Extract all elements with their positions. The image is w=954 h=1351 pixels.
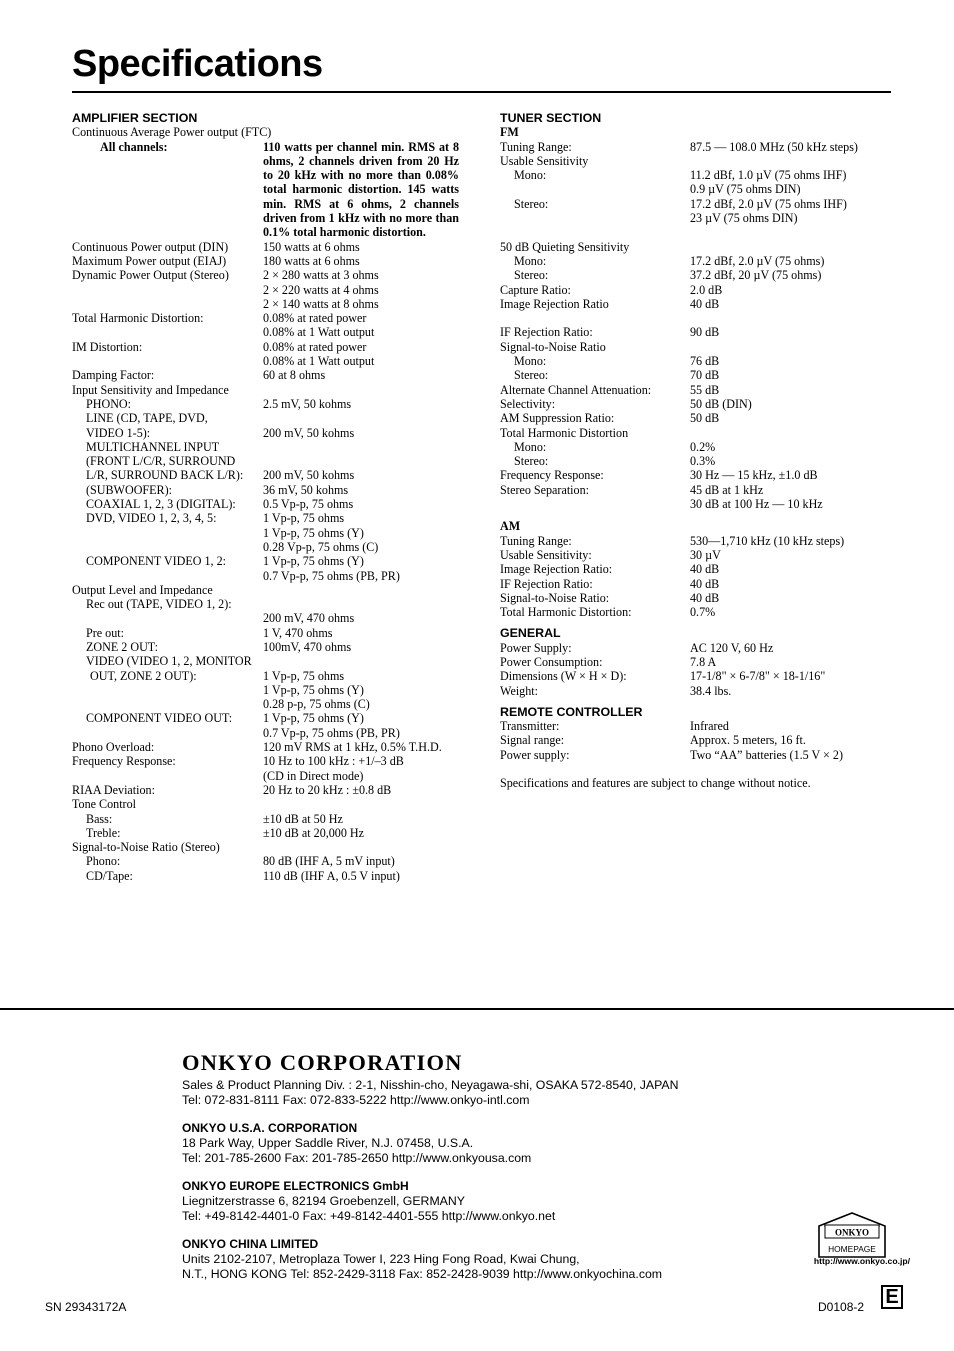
spec-row bbox=[500, 440, 900, 454]
spec-label bbox=[72, 540, 263, 554]
change-notice: Specifications and features are subject to change without notice. bbox=[500, 776, 811, 791]
spec-label bbox=[72, 611, 263, 625]
spec-value: 0.9 µV (75 ohms DIN) bbox=[690, 182, 801, 197]
spec-label: Stereo: bbox=[514, 268, 549, 283]
spec-label: Transmitter: bbox=[500, 719, 560, 734]
spec-value: 2 × 280 watts at 3 ohms bbox=[263, 268, 379, 283]
spec-label bbox=[72, 697, 263, 711]
am-heading: AM bbox=[500, 519, 521, 534]
fm-heading: FM bbox=[500, 125, 519, 140]
general-spec-list bbox=[500, 641, 900, 698]
spec-row bbox=[500, 733, 900, 747]
spec-row bbox=[500, 383, 900, 397]
spec-label bbox=[72, 726, 263, 740]
spec-value: 90 dB bbox=[690, 325, 720, 340]
spec-value: 23 µV (75 ohms DIN) bbox=[690, 211, 798, 226]
spec-row bbox=[72, 297, 472, 311]
spec-label: Tone Control bbox=[72, 797, 136, 812]
spec-row bbox=[500, 605, 900, 619]
spec-value: 40 dB bbox=[690, 590, 720, 605]
spec-label: Signal-to-Noise Ratio (Stereo) bbox=[72, 840, 220, 855]
spec-row bbox=[72, 669, 472, 683]
spec-value: 7.8 A bbox=[690, 654, 717, 669]
spec-value: 200 mV, 50 kohms bbox=[263, 468, 355, 483]
spec-label: (FRONT L/C/R, SURROUND bbox=[86, 454, 236, 469]
spec-row bbox=[500, 534, 900, 548]
spec-row bbox=[500, 254, 900, 268]
ftc-label: Continuous Average Power output (FTC) bbox=[72, 125, 272, 140]
spec-row bbox=[72, 240, 472, 254]
spec-label: Bass: bbox=[86, 811, 113, 826]
spec-label: DVD, VIDEO 1, 2, 3, 4, 5: bbox=[86, 511, 217, 526]
spec-label: L/R, SURROUND BACK L/R): bbox=[86, 468, 244, 483]
spec-label: Stereo: bbox=[514, 454, 549, 469]
spec-value: (CD in Direct mode) bbox=[263, 768, 364, 783]
spec-value: 0.2% bbox=[690, 439, 716, 454]
spec-label: Weight: bbox=[500, 683, 538, 698]
spec-row bbox=[500, 562, 900, 576]
spec-value: 2.0 dB bbox=[690, 282, 723, 297]
spec-value: 38.4 lbs. bbox=[690, 683, 732, 698]
spec-row bbox=[72, 840, 472, 854]
spec-label bbox=[500, 225, 690, 239]
spec-label bbox=[72, 569, 263, 583]
spec-label: VIDEO (VIDEO 1, 2, MONITOR bbox=[86, 654, 252, 669]
spec-label: Frequency Response: bbox=[500, 468, 604, 483]
spec-label: Output Level and Impedance bbox=[72, 582, 213, 597]
tuner-heading: TUNER SECTION bbox=[500, 111, 602, 125]
spec-value: 1 Vp-p, 75 ohms (Y) bbox=[263, 554, 364, 569]
spec-label: Power Consumption: bbox=[500, 654, 603, 669]
office-china-name: ONKYO CHINA LIMITED bbox=[182, 1237, 319, 1251]
spec-row bbox=[72, 683, 472, 697]
spec-label: Mono: bbox=[514, 354, 547, 369]
spec-label: Stereo: bbox=[514, 196, 549, 211]
spec-row bbox=[72, 497, 472, 511]
general-heading: GENERAL bbox=[500, 626, 561, 641]
homepage-brand: ONKYO bbox=[834, 1227, 870, 1238]
spec-row bbox=[500, 197, 900, 211]
spec-row bbox=[72, 797, 472, 811]
spec-value: Approx. 5 meters, 16 ft. bbox=[690, 733, 806, 748]
spec-value: 2 × 140 watts at 8 ohms bbox=[263, 296, 379, 311]
spec-value: 1 Vp-p, 75 ohms (Y) bbox=[263, 525, 364, 540]
office-usa-address: 18 Park Way, Upper Saddle River, N.J. 07458, U.S.A. bbox=[182, 1136, 474, 1150]
spec-value: 40 dB bbox=[690, 562, 720, 577]
spec-value: 40 dB bbox=[690, 576, 720, 591]
spec-row bbox=[500, 225, 900, 239]
spec-value: 30 µV bbox=[690, 547, 721, 562]
spec-row bbox=[72, 526, 472, 540]
spec-row bbox=[72, 854, 472, 868]
spec-row bbox=[500, 397, 900, 411]
spec-label: Signal range: bbox=[500, 733, 565, 748]
spec-label: Alternate Channel Attenuation: bbox=[500, 382, 652, 397]
spec-label: IF Rejection Ratio: bbox=[500, 325, 593, 340]
office-china-address: Units 2102-2107, Metroplaza Tower I, 223 Hing Fong Road, Kwai Chung, bbox=[182, 1252, 580, 1266]
spec-label: LINE (CD, TAPE, DVD, bbox=[86, 411, 208, 426]
spec-label: Rec out (TAPE, VIDEO 1, 2): bbox=[86, 597, 232, 612]
spec-value: 0.08% at 1 Watt output bbox=[263, 354, 375, 369]
spec-value: 120 mV RMS at 1 kHz, 0.5% T.H.D. bbox=[263, 740, 442, 755]
spec-value: Infrared bbox=[690, 719, 729, 734]
spec-row bbox=[72, 583, 472, 597]
page-title: Specifications bbox=[72, 43, 323, 85]
spec-row bbox=[72, 411, 472, 425]
spec-row bbox=[500, 684, 900, 698]
spec-row bbox=[72, 340, 472, 354]
ftc-row bbox=[72, 125, 472, 139]
spec-row bbox=[500, 591, 900, 605]
spec-label: Pre out: bbox=[86, 625, 124, 640]
fm-spec-list bbox=[500, 140, 900, 512]
spec-label: Tuning Range: bbox=[500, 533, 572, 548]
all-channels-row bbox=[72, 140, 472, 240]
spec-label bbox=[72, 283, 263, 297]
serial-number: SN 29343172A bbox=[45, 1300, 127, 1314]
spec-label: PHONO: bbox=[86, 396, 132, 411]
spec-row bbox=[72, 726, 472, 740]
spec-label: OUT, ZONE 2 OUT): bbox=[90, 668, 197, 683]
corp-address: Sales & Product Planning Div. : 2-1, Nisshin-cho, Neyagawa-shi, OSAKA 572-8540, JAPAN bbox=[182, 1078, 679, 1092]
spec-row bbox=[72, 383, 472, 397]
spec-value: 36 mV, 50 kohms bbox=[263, 482, 349, 497]
spec-value: 0.08% at rated power bbox=[263, 339, 367, 354]
spec-label: Mono: bbox=[514, 168, 547, 183]
homepage-house-icon bbox=[818, 1211, 886, 1258]
spec-row bbox=[72, 440, 472, 454]
homepage-url[interactable]: http://www.onkyo.co.jp/ bbox=[813, 1256, 910, 1266]
spec-row bbox=[72, 597, 472, 611]
spec-value: 50 dB (DIN) bbox=[690, 396, 752, 411]
spec-label: Mono: bbox=[514, 439, 547, 454]
spec-value: 0.28 Vp-p, 75 ohms (C) bbox=[263, 539, 379, 554]
spec-value: 50 dB bbox=[690, 411, 720, 426]
spec-label: Image Rejection Ratio bbox=[500, 296, 609, 311]
spec-row bbox=[72, 569, 472, 583]
spec-row bbox=[72, 511, 472, 525]
spec-row bbox=[500, 454, 900, 468]
spec-label: COAXIAL 1, 2, 3 (DIGITAL): bbox=[86, 497, 236, 512]
spec-value: 1 Vp-p, 75 ohms (Y) bbox=[263, 682, 364, 697]
spec-row bbox=[500, 325, 900, 339]
spec-row bbox=[72, 283, 472, 297]
spec-row bbox=[72, 368, 472, 382]
document-code: D0108-2 bbox=[818, 1300, 865, 1314]
spec-label: Continuous Power output (DIN) bbox=[72, 239, 229, 254]
office-europe-address: Liegnitzerstrasse 6, 82194 Groebenzell, GERMANY bbox=[182, 1194, 465, 1208]
spec-row bbox=[72, 654, 472, 668]
spec-label: Signal-to-Noise Ratio: bbox=[500, 590, 610, 605]
spec-row bbox=[500, 497, 900, 511]
spec-value: 87.5 — 108.0 MHz (50 kHz steps) bbox=[690, 139, 858, 154]
spec-row bbox=[72, 826, 472, 840]
spec-label: (SUBWOOFER): bbox=[86, 482, 173, 497]
spec-value: 55 dB bbox=[690, 382, 720, 397]
spec-label: Dynamic Power Output (Stereo) bbox=[72, 268, 229, 283]
spec-row bbox=[72, 483, 472, 497]
all-channels-label: All channels: bbox=[100, 139, 168, 154]
amplifier-spec-list bbox=[72, 240, 472, 883]
spec-value: 0.08% at rated power bbox=[263, 311, 367, 326]
spec-value: 2.5 mV, 50 kohms bbox=[263, 396, 352, 411]
spec-label bbox=[72, 683, 263, 697]
office-usa-name: ONKYO U.S.A. CORPORATION bbox=[182, 1121, 358, 1135]
spec-label: Power supply: bbox=[500, 747, 570, 762]
spec-value: 180 watts at 6 ohms bbox=[263, 253, 360, 268]
spec-label: Input Sensitivity and Impedance bbox=[72, 382, 229, 397]
spec-row bbox=[72, 268, 472, 282]
spec-label: Damping Factor: bbox=[72, 368, 155, 383]
spec-label: Total Harmonic Distortion: bbox=[500, 605, 632, 620]
all-channels-value: 110 watts per channel min. RMS at 8 ohms, 2 channels driven from 20 Hz to 20 kHz with no more than 0.08% total harmonic distortion. 145 watts min. RMS at 6 ohms, 2 channels driven from 1 kHz with no more than 0.1% total harmonic distortion. bbox=[263, 139, 459, 240]
spec-row bbox=[500, 411, 900, 425]
spec-label: IM Distortion: bbox=[72, 339, 143, 354]
spec-value: Two “AA” batteries (1.5 V × 2) bbox=[690, 747, 843, 762]
spec-value: 530—1,710 kHz (10 kHz steps) bbox=[690, 533, 845, 548]
spec-value: 11.2 dBf, 1.0 µV (75 ohms IHF) bbox=[690, 168, 847, 183]
spec-label bbox=[500, 182, 690, 196]
spec-label: Mono: bbox=[514, 253, 547, 268]
spec-value: 0.7% bbox=[690, 605, 716, 620]
homepage-label: HOMEPAGE bbox=[828, 1244, 876, 1254]
spec-row bbox=[72, 426, 472, 440]
spec-value: 1 Vp-p, 75 ohms bbox=[263, 511, 345, 526]
spec-value: AC 120 V, 60 Hz bbox=[690, 640, 774, 655]
spec-row bbox=[72, 311, 472, 325]
office-europe-name: ONKYO EUROPE ELECTRONICS GmbH bbox=[182, 1179, 409, 1193]
spec-label: Frequency Response: bbox=[72, 754, 176, 769]
spec-row bbox=[500, 311, 900, 325]
spec-label: Capture Ratio: bbox=[500, 282, 571, 297]
footer-contacts bbox=[182, 1050, 678, 1282]
spec-value: ±10 dB at 20,000 Hz bbox=[263, 825, 365, 840]
spec-value: 110 dB (IHF A, 0.5 V input) bbox=[263, 868, 400, 883]
spec-label: Stereo Separation: bbox=[500, 482, 589, 497]
office-china-contact: N.T., HONG KONG Tel: 852-2429-3118 Fax: 852-2428-9039 http://www.onkyochina.com bbox=[182, 1267, 663, 1281]
spec-value: 1 Vp-p, 75 ohms (Y) bbox=[263, 711, 364, 726]
spec-label: COMPONENT VIDEO OUT: bbox=[86, 711, 233, 726]
spec-value: 0.08% at 1 Watt output bbox=[263, 325, 375, 340]
spec-row bbox=[500, 168, 900, 182]
spec-row bbox=[72, 325, 472, 339]
spec-label: RIAA Deviation: bbox=[72, 782, 155, 797]
title-rule bbox=[72, 91, 891, 93]
spec-row bbox=[500, 240, 900, 254]
spec-row bbox=[500, 748, 900, 762]
spec-row bbox=[72, 740, 472, 754]
spec-value: 0.3% bbox=[690, 454, 716, 469]
spec-row bbox=[500, 368, 900, 382]
spec-value: 100mV, 470 ohms bbox=[263, 639, 352, 654]
spec-label: CD/Tape: bbox=[86, 868, 133, 883]
language-badge: E bbox=[881, 1285, 903, 1309]
spec-row bbox=[72, 869, 472, 883]
spec-label: Treble: bbox=[86, 825, 121, 840]
spec-row bbox=[500, 669, 900, 683]
spec-label: Selectivity: bbox=[500, 396, 556, 411]
corp-contact: Tel: 072-831-8111 Fax: 072-833-5222 http://www.onkyo-intl.com bbox=[182, 1093, 530, 1107]
spec-label: Image Rejection Ratio: bbox=[500, 562, 613, 577]
spec-label: Phono Overload: bbox=[72, 740, 155, 755]
spec-row bbox=[500, 548, 900, 562]
spec-label bbox=[72, 354, 263, 368]
spec-label: Stereo: bbox=[514, 368, 549, 383]
corporation-logo: ONKYO CORPORATION bbox=[182, 1050, 463, 1075]
spec-value: 40 dB bbox=[690, 296, 720, 311]
spec-row bbox=[500, 354, 900, 368]
spec-label: Signal-to-Noise Ratio bbox=[500, 339, 606, 354]
spec-label: Usable Sensitivity: bbox=[500, 547, 592, 562]
right-column bbox=[500, 111, 900, 791]
spec-row bbox=[500, 154, 900, 168]
spec-row bbox=[500, 340, 900, 354]
spec-value: 200 mV, 470 ohms bbox=[263, 611, 355, 626]
spec-label bbox=[500, 311, 690, 325]
spec-row bbox=[500, 468, 900, 482]
am-spec-list bbox=[500, 534, 900, 620]
spec-label: Total Harmonic Distortion: bbox=[72, 311, 204, 326]
spec-value: 17-1/8" × 6-7/8" × 18-1/16" bbox=[690, 669, 826, 684]
spec-value: 37.2 dBf, 20 µV (75 ohms) bbox=[690, 268, 822, 283]
spec-label: Power Supply: bbox=[500, 640, 572, 655]
spec-label: Dimensions (W × H × D): bbox=[500, 669, 627, 684]
spec-value: 0.28 p-p, 75 ohms (C) bbox=[263, 697, 370, 712]
spec-row bbox=[500, 483, 900, 497]
spec-label: ZONE 2 OUT: bbox=[86, 639, 158, 654]
spec-row bbox=[500, 268, 900, 282]
amplifier-section bbox=[72, 111, 472, 883]
spec-row bbox=[500, 641, 900, 655]
spec-row bbox=[500, 182, 900, 196]
spec-label: Usable Sensitivity bbox=[500, 153, 589, 168]
spec-row bbox=[500, 140, 900, 154]
spec-label: VIDEO 1-5): bbox=[86, 425, 151, 440]
spec-value: 80 dB (IHF A, 5 mV input) bbox=[263, 854, 395, 869]
spec-row bbox=[500, 426, 900, 440]
spec-label: Total Harmonic Distortion bbox=[500, 425, 629, 440]
spec-row bbox=[72, 354, 472, 368]
spec-label: IF Rejection Ratio: bbox=[500, 576, 593, 591]
spec-label bbox=[72, 325, 263, 339]
spec-value: 150 watts at 6 ohms bbox=[263, 239, 360, 254]
spec-label bbox=[72, 769, 263, 783]
spec-value: 17.2 dBf, 2.0 µV (75 ohms IHF) bbox=[690, 196, 847, 211]
office-usa-contact: Tel: 201-785-2600 Fax: 201-785-2650 http://www.onkyousa.com bbox=[182, 1151, 532, 1165]
spec-row bbox=[500, 719, 900, 733]
spec-row bbox=[72, 554, 472, 568]
spec-row bbox=[72, 611, 472, 625]
spec-row bbox=[72, 540, 472, 554]
spec-row bbox=[72, 711, 472, 725]
remote-spec-list bbox=[500, 719, 900, 762]
spec-value: 2 × 220 watts at 4 ohms bbox=[263, 282, 379, 297]
spec-row bbox=[72, 769, 472, 783]
spec-value: 200 mV, 50 kohms bbox=[263, 425, 355, 440]
spec-value: 0.7 Vp-p, 75 ohms (PB, PR) bbox=[263, 725, 400, 740]
spec-value: 30 Hz — 15 kHz, ±1.0 dB bbox=[690, 468, 818, 483]
spec-row bbox=[500, 297, 900, 311]
spec-value: 45 dB at 1 kHz bbox=[690, 482, 764, 497]
spec-label: Maximum Power output (EIAJ) bbox=[72, 253, 227, 268]
spec-value: 20 Hz to 20 kHz : ±0.8 dB bbox=[263, 782, 392, 797]
spec-value: 60 at 8 ohms bbox=[263, 368, 326, 383]
spec-row bbox=[72, 626, 472, 640]
spec-row bbox=[72, 754, 472, 768]
spec-label: MULTICHANNEL INPUT bbox=[86, 439, 220, 454]
spec-label: AM Suppression Ratio: bbox=[500, 411, 615, 426]
footer-rule bbox=[0, 1008, 954, 1010]
spec-row bbox=[500, 211, 900, 225]
amplifier-heading: AMPLIFIER SECTION bbox=[72, 111, 198, 125]
spec-row bbox=[72, 812, 472, 826]
spec-label: Phono: bbox=[86, 854, 121, 869]
spec-row bbox=[72, 454, 472, 468]
spec-row bbox=[72, 397, 472, 411]
spec-value: 70 dB bbox=[690, 368, 720, 383]
spec-row bbox=[72, 640, 472, 654]
spec-value: 0.5 Vp-p, 75 ohms bbox=[263, 497, 354, 512]
spec-row bbox=[72, 468, 472, 482]
spec-label bbox=[500, 211, 690, 225]
spec-value: ±10 dB at 50 Hz bbox=[263, 811, 343, 826]
spec-row bbox=[500, 283, 900, 297]
spec-row bbox=[500, 577, 900, 591]
spec-label: COMPONENT VIDEO 1, 2: bbox=[86, 554, 226, 569]
spec-row bbox=[72, 783, 472, 797]
spec-value: 76 dB bbox=[690, 354, 720, 369]
spec-row bbox=[500, 655, 900, 669]
spec-label: 50 dB Quieting Sensitivity bbox=[500, 239, 630, 254]
spec-value: 1 Vp-p, 75 ohms bbox=[263, 668, 345, 683]
spec-value: 0.7 Vp-p, 75 ohms (PB, PR) bbox=[263, 568, 400, 583]
spec-value: 10 Hz to 100 kHz : +1/–3 dB bbox=[263, 754, 404, 769]
spec-value: 17.2 dBf, 2.0 µV (75 ohms) bbox=[690, 253, 825, 268]
spec-value: 30 dB at 100 Hz — 10 kHz bbox=[690, 497, 823, 512]
spec-label: Tuning Range: bbox=[500, 139, 572, 154]
spec-value: 1 V, 470 ohms bbox=[263, 625, 333, 640]
spec-label bbox=[72, 297, 263, 311]
spec-row bbox=[72, 254, 472, 268]
spec-label bbox=[500, 497, 690, 511]
remote-heading: REMOTE CONTROLLER bbox=[500, 704, 643, 719]
office-europe-contact: Tel: +49-8142-4401-0 Fax: +49-8142-4401-555 http://www.onkyo.net bbox=[182, 1209, 556, 1223]
spec-label bbox=[72, 526, 263, 540]
spec-row bbox=[72, 697, 472, 711]
